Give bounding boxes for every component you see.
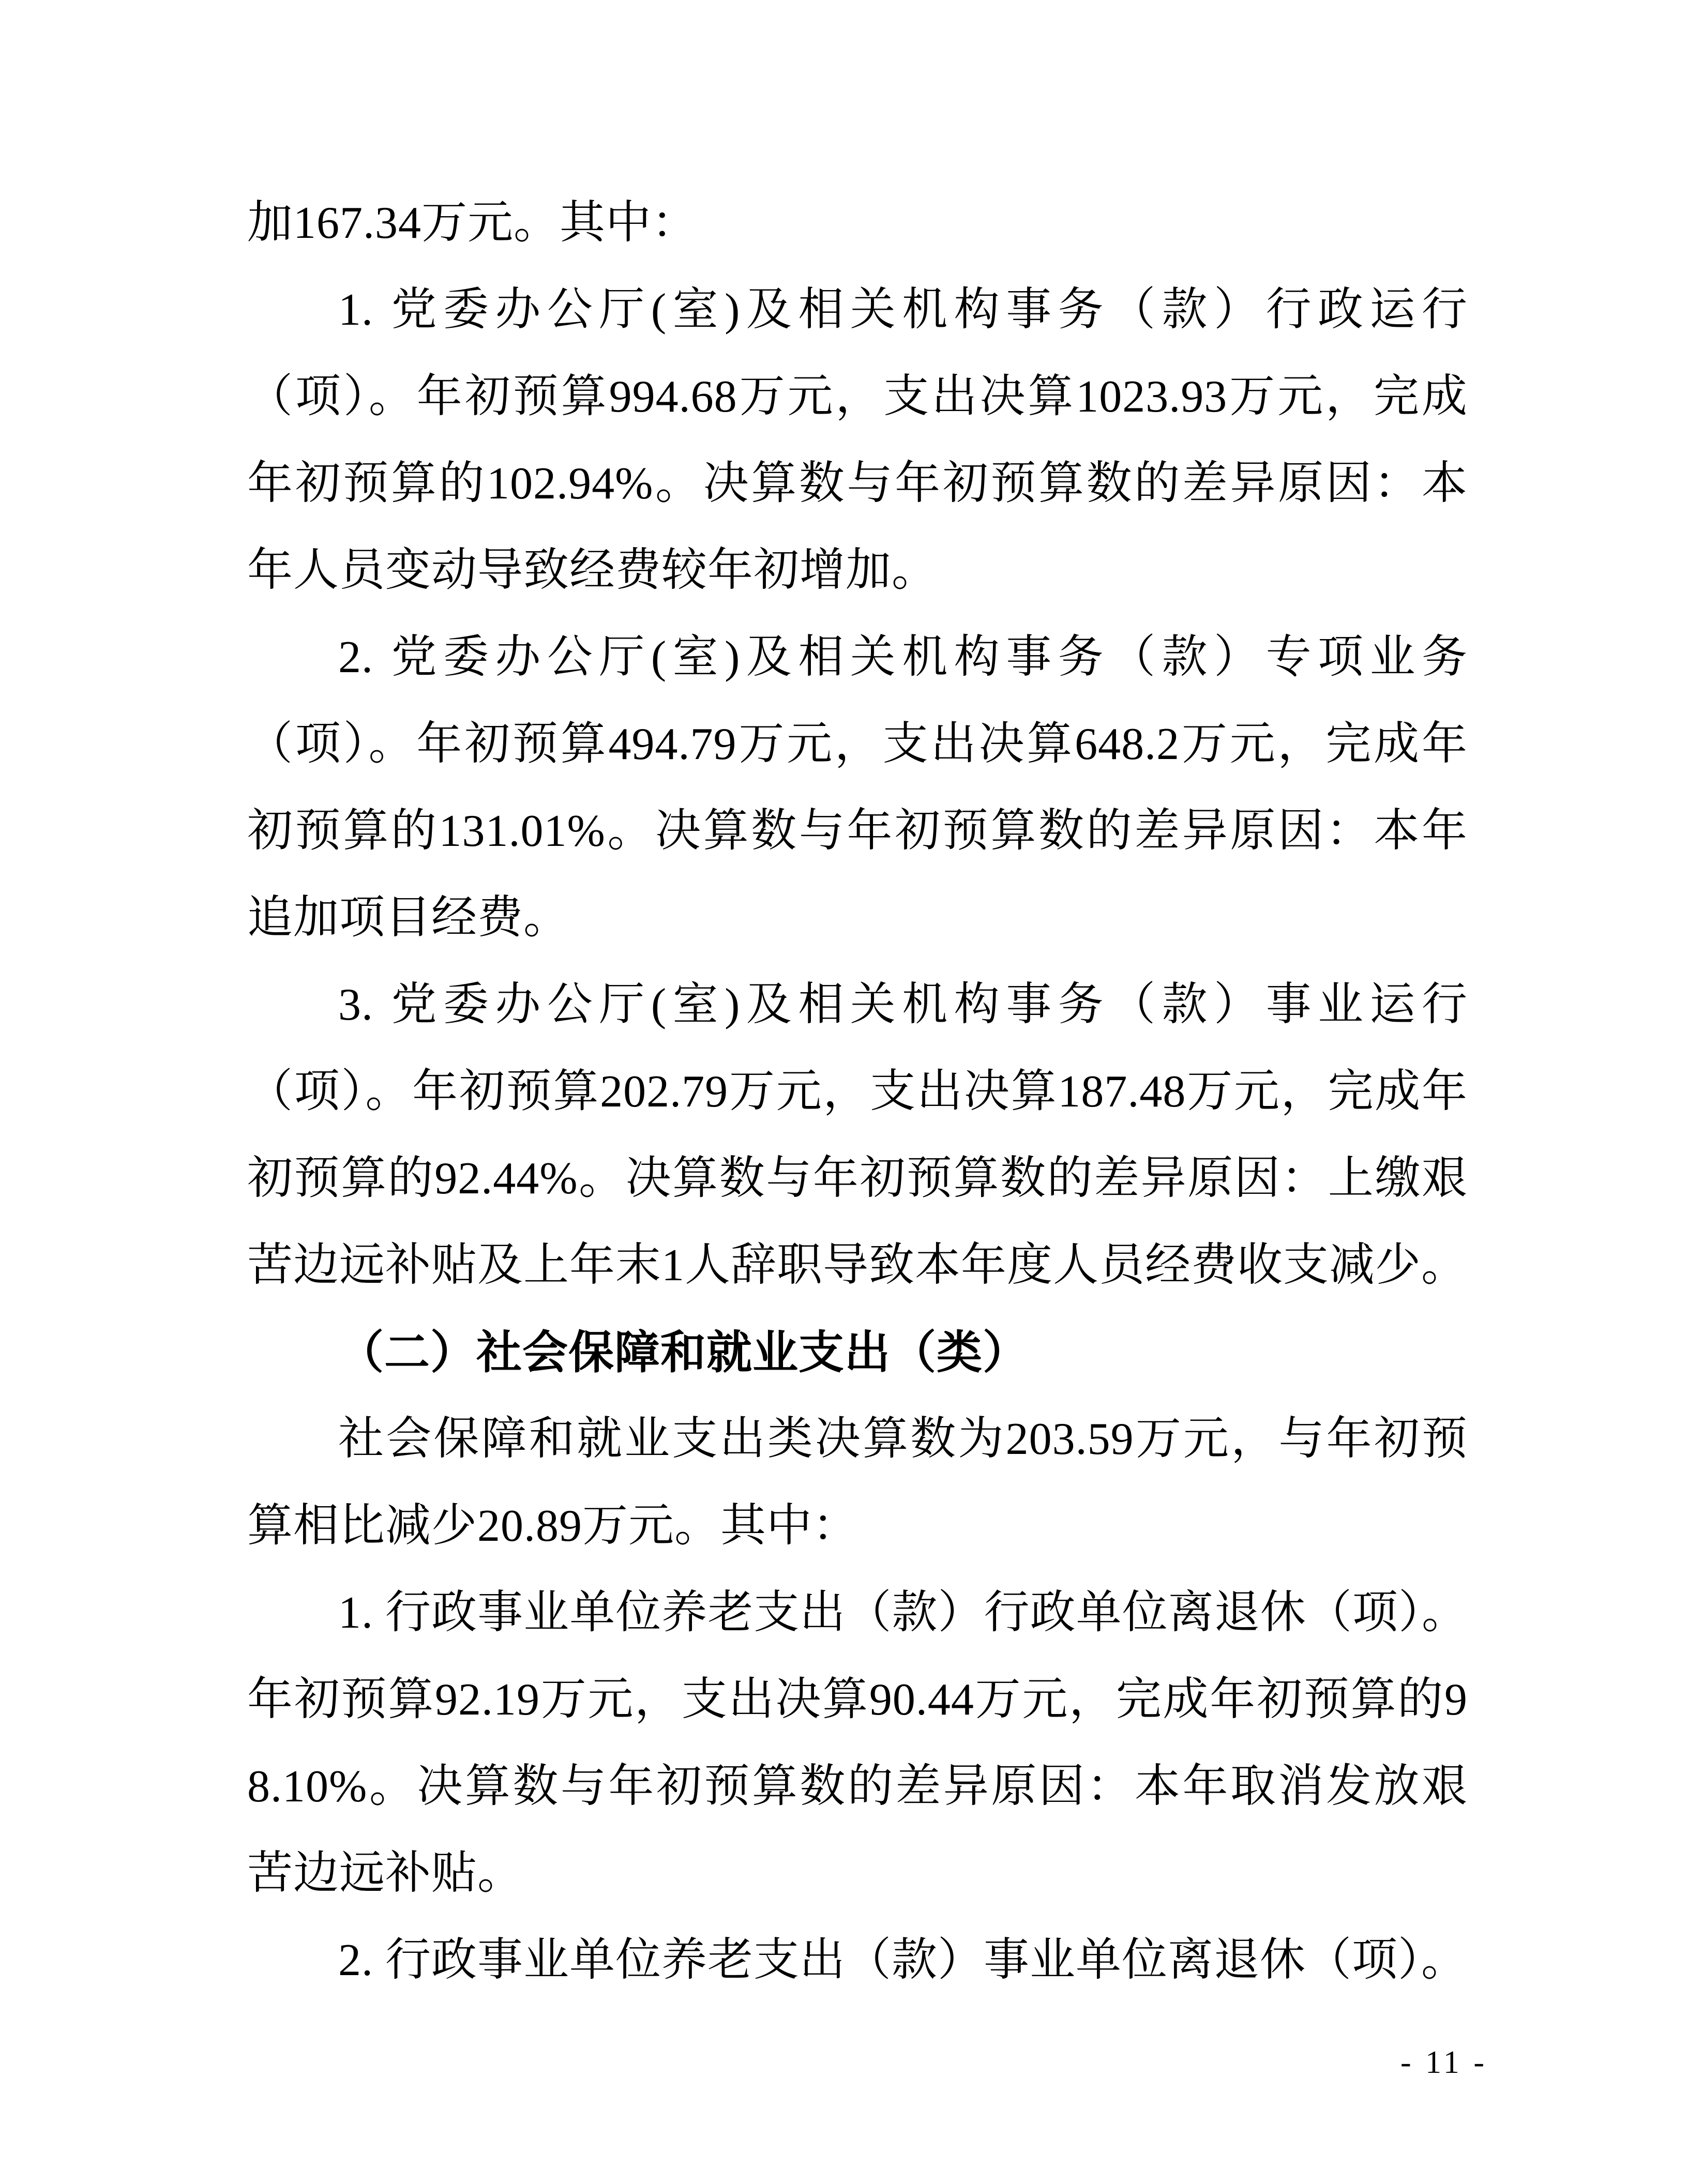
paragraph-item-1-admin-retirement: 1. 行政事业单位养老支出（款）行政单位离退休（项）。年初预算92.19万元，支出决算90.44万元，完成年初预算的98.10%。决算数与年初预算数的差异原因：本年取消发放艰苦边远补贴。 xyxy=(247,1588,1468,1899)
paragraph-continuation: 加167.34万元。其中： xyxy=(247,198,698,248)
paragraph-item-1-admin-operation: 1. 党委办公厅(室)及相关机构事务（款）行政运行（项）。年初预算994.68万元，支出决算1023.93万元，完成年初预算的102.94%。决算数与年初预算数的差异原因：本年人员变动导致经费较年初增加。 xyxy=(247,285,1468,596)
paragraph-item-2-special-business: 2. 党委办公厅(室)及相关机构事务（款）专项业务（项）。年初预算494.79万元，支出决算648.2万元，完成年初预算的131.01%。决算数与年初预算数的差异原因：本年追加项目经费。 xyxy=(247,632,1468,943)
paragraph-social-security-summary: 社会保障和就业支出类决算数为203.59万元，与年初预算相比减少20.89万元。其中： xyxy=(247,1414,1468,1551)
paragraph-item-3-institution-operation: 3. 党委办公厅(室)及相关机构事务（款）事业运行（项）。年初预算202.79万元，支出决算187.48万元，完成年初预算的92.44%。决算数与年初预算数的差异原因：上缴艰苦边远补贴及上年末1人辞职导致本年度人员经费收支减少。 xyxy=(247,980,1468,1291)
document-body xyxy=(247,180,1468,2004)
paragraph-item-2-institution-retirement: 2. 行政事业单位养老支出（款）事业单位离退休（项）。 xyxy=(338,1935,1468,1985)
page-number: - 11 - xyxy=(1400,2045,1487,2080)
page-footer xyxy=(1356,2014,1487,2111)
section-heading-social-security: （二）社会保障和就业支出（类） xyxy=(338,1327,1029,1378)
